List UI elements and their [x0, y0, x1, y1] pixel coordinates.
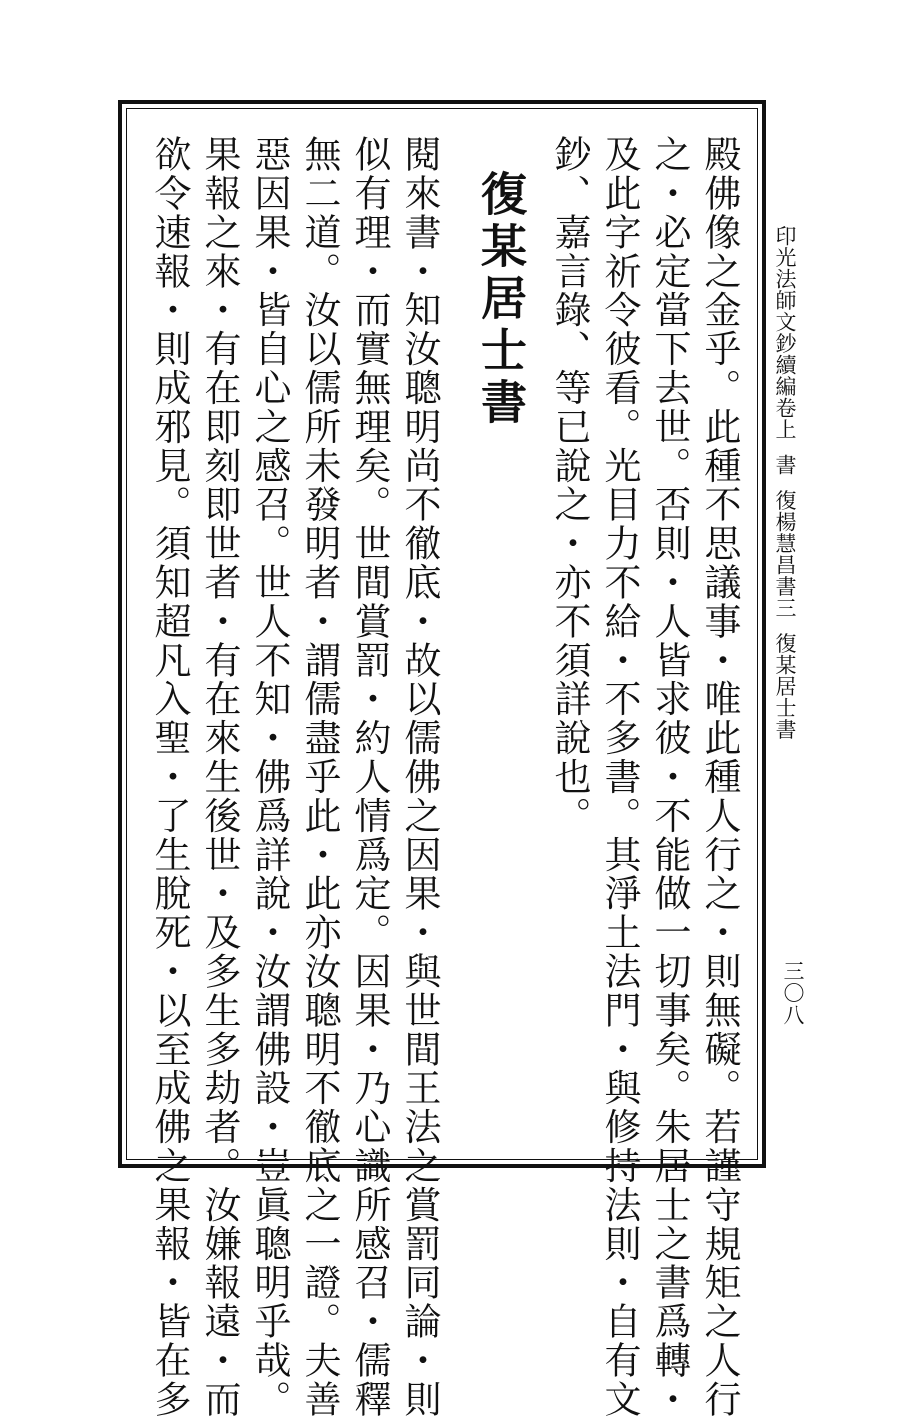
- prior-letter-line: 之・必定當下去世。否則・人皆求彼・不能做一切事矣。朱居士之書爲轉・: [648, 135, 691, 1419]
- prior-letter-line: 及此字祈令彼看。光目力不給・不多書。其淨土法門・與修持法則・自有文: [598, 135, 641, 1419]
- letter-body-line: 果報之來・有在即刻即世者・有在來生後世・及多生多劫者。汝嫌報遠・而: [198, 135, 241, 1419]
- letter-body-line: 閱來書・知汝聰明尚不徹底・故以儒佛之因果・與世間王法之賞罰同論・則: [398, 135, 441, 1419]
- prior-letter-line: 殿佛像之金乎。此種不思議事・唯此種人行之・則無礙。若謹守規矩之人行: [698, 135, 741, 1419]
- letter-title: 復某居士書: [474, 170, 528, 430]
- letter-body-line: 欲令速報・則成邪見。須知超凡入聖・了生脫死・以至成佛之果報・皆在多: [148, 135, 191, 1419]
- header-section: 書: [773, 454, 797, 476]
- prior-letter-line: 鈔、嘉言錄、等已說之・亦不須詳說也。: [548, 135, 591, 836]
- header-book-title: 印光法師文鈔續編卷上: [773, 225, 797, 440]
- running-header: [774, 225, 795, 740]
- page-number: 三〇八: [781, 960, 805, 1026]
- letter-body-line: 似有理・而實無理矣。世間賞罰・約人情爲定。因果・乃心識所感召・儒釋: [348, 135, 391, 1419]
- header-letter-2: 復某居士書: [773, 632, 797, 740]
- letter-body-line: 無二道。汝以儒所未發明者・謂儒盡乎此・此亦汝聰明不徹底之一證。夫善: [298, 135, 341, 1419]
- header-letter-1: 復楊慧昌書三: [773, 489, 797, 619]
- letter-body-line: 惡因果・皆自心之感召。世人不知・佛爲詳說・汝謂佛設・豈眞聰明乎哉。: [248, 135, 291, 1419]
